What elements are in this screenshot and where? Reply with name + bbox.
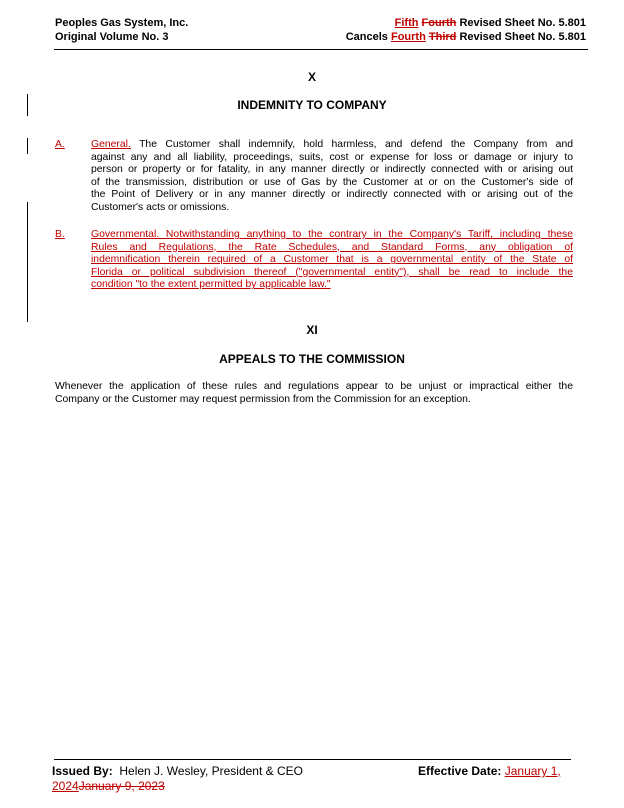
section-x-number: X (307, 70, 316, 84)
item-a-line: against any and all liability, proceedings, suits, cost or expense for loss or damage or injury to (91, 151, 573, 163)
sheet-suffix: Revised Sheet No. 5.801 (459, 17, 586, 29)
issued-value: Helen J. Wesley, President & CEO (119, 764, 303, 778)
sheet-old-revision: Fourth (421, 17, 457, 29)
section-x-title: INDEMNITY TO COMPANY (237, 98, 387, 112)
item-b-line: Florida or political subdivision thereof ("governmental entity"), shall be read to include the (91, 266, 573, 278)
item-a-line: of the transmission, distribution or use of Gas by the Customer at or on the Customer's side of (91, 176, 573, 188)
issued-label: Issued By: (52, 764, 113, 778)
effective-new-date: January 1, (504, 764, 561, 778)
effective-date (418, 764, 561, 779)
item-b-marker: B. (55, 229, 65, 240)
item-a-line: the Point of Delivery or in any manner directly or indirectly connected with or arising out of the (91, 189, 573, 201)
item-b-line: indemnification therein required of a Customer that is a governmental entity of the State of (91, 254, 573, 266)
effective-new-year: 2024 (52, 779, 79, 793)
sheet-new-revision: Fifth (394, 17, 419, 29)
issued-by (52, 764, 303, 779)
footer-rule (54, 759, 571, 760)
sheet-number (395, 16, 586, 30)
effective-date-continued (52, 779, 165, 794)
cancels-sheet (346, 30, 586, 44)
item-a-paragraph (91, 139, 573, 215)
item-b-line: condition "to the extent permitted by applicable law." (91, 279, 331, 291)
volume-number: Original Volume No. 3 (55, 31, 169, 43)
effective-old-date: January 9, 2023 (78, 779, 165, 793)
effective-label: Effective Date: (418, 764, 502, 778)
item-a-line (91, 139, 573, 152)
section-xi-paragraph (55, 381, 573, 406)
item-a-line: person or property or for fatality, in any manner directly or indirectly connected with or arising out (91, 164, 573, 176)
item-a-heading: General. (91, 139, 131, 150)
cancels-old-revision: Third (428, 31, 457, 43)
section-xi-line: Whenever the application of these rules and regulations appear to be unjust or impractical either the (55, 381, 573, 392)
item-a-line-text: The Customer shall indemnify, hold harmless, and defend the Company from and (139, 139, 574, 150)
item-b-line: Rules and Regulations, the Rate Schedules, and Standard Forms, any obligation of (91, 241, 573, 253)
cancels-suffix: Revised Sheet No. 5.801 (459, 31, 586, 43)
item-b-paragraph (91, 229, 573, 292)
section-xi-title: APPEALS TO THE COMMISSION (219, 352, 405, 366)
item-a-line: Customer's acts or omissions. (91, 201, 230, 213)
cancels-new-revision: Fourth (390, 31, 426, 43)
revision-bar (27, 202, 28, 322)
item-a-marker: A. (55, 139, 65, 150)
header-rule (54, 49, 588, 50)
company-name: Peoples Gas System, Inc. (55, 17, 189, 29)
cancels-prefix: Cancels (345, 31, 388, 43)
item-b-line: Governmental. Notwithstanding anything to the contrary in the Company's Tariff, including these (91, 229, 573, 240)
revision-bar (27, 138, 28, 154)
section-xi-line: Company or the Customer may request permission from the Commission for an exception. (55, 393, 471, 405)
section-xi-number: XI (306, 323, 318, 337)
